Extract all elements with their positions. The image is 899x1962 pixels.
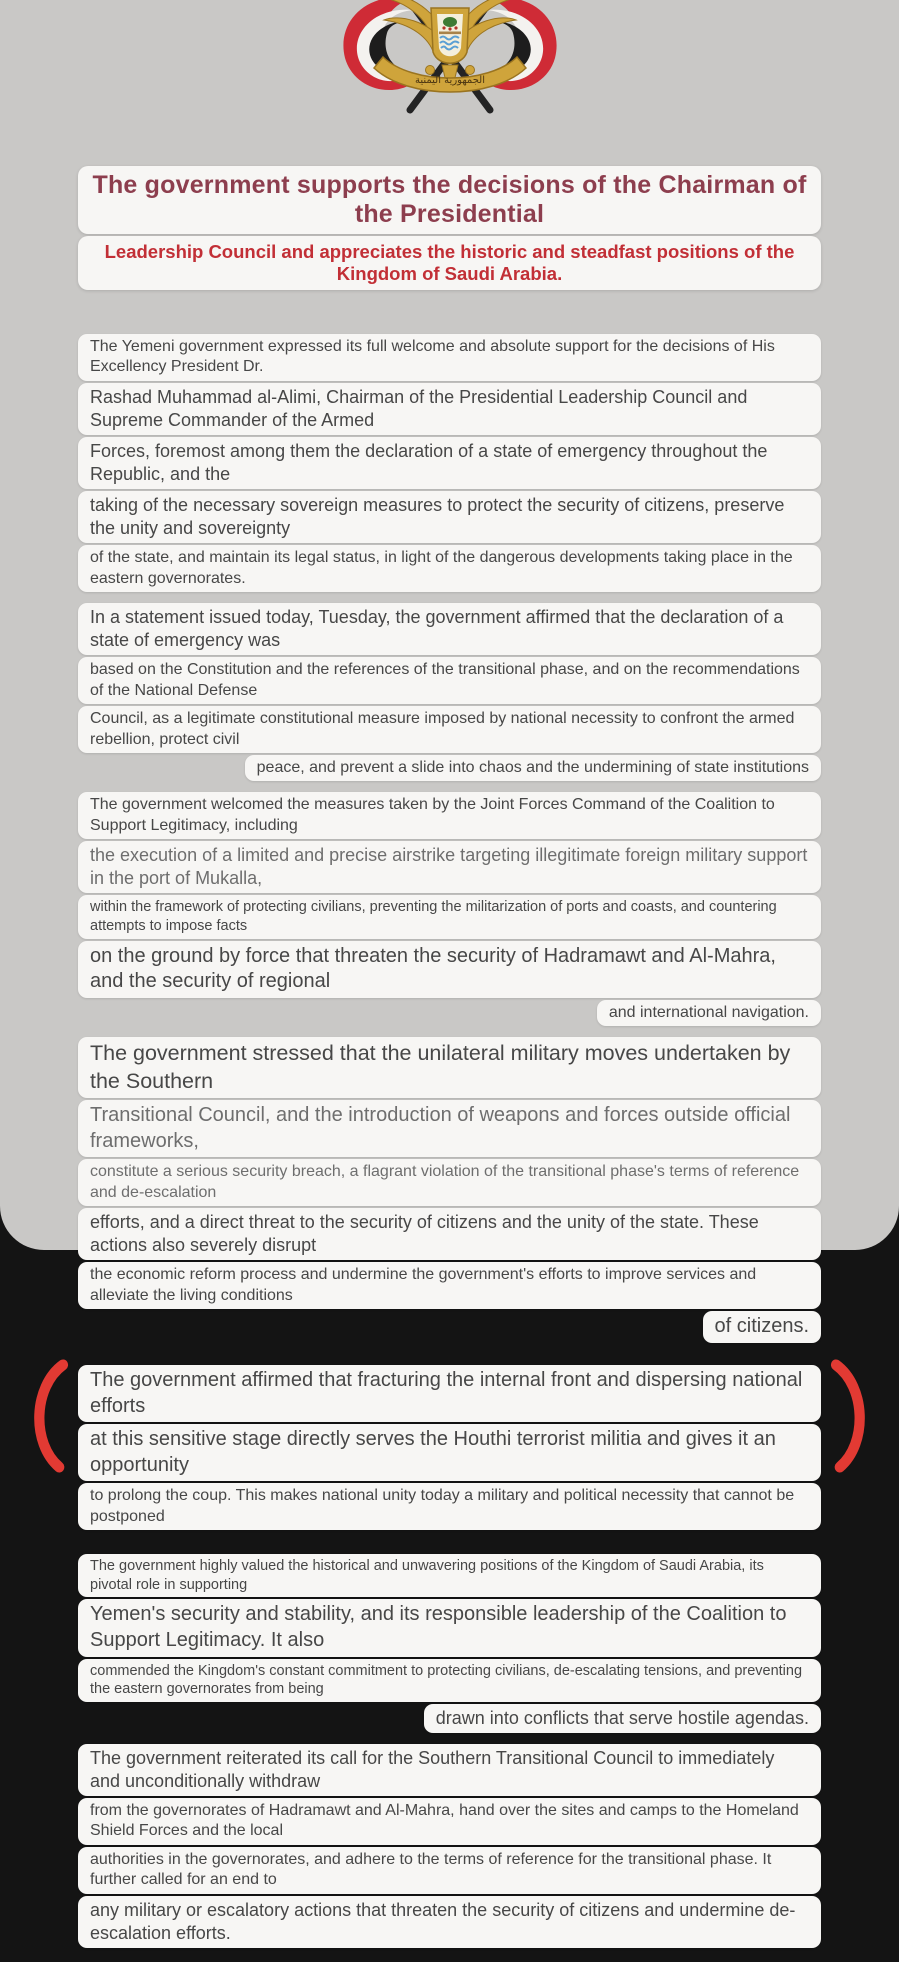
text-line: from the governorates of Hadramawt and Al-Mahra, hand over the sites and camps to the Homeland Shield Forces and the local [78,1798,821,1845]
scroll-banner-text: الجمهورية اليمنية [414,75,485,86]
text-line: any military or escalatory actions that threaten the security of citizens and undermine de-escalation efforts. [78,1896,821,1948]
text-line: constitute a serious security breach, a flagrant violation of the transitional phase's terms of reference and de-escalation [78,1159,821,1206]
text-line-row [78,1896,821,1948]
text-line: on the ground by force that threaten the security of Hadramawt and Al-Mahra, and the security of regional [78,941,821,998]
marib-dam [439,32,461,35]
text-line-row [78,1798,821,1845]
highlighted-paragraph [78,1365,821,1530]
title-line-2: Leadership Council and appreciates the historic and steadfast positions of the Kingdom of Saudi Arabia. [78,236,821,290]
text-line-row [78,1000,821,1026]
text-line-row [78,895,821,938]
text-line-row [78,792,821,839]
text-line: peace, and prevent a slide into chaos and the undermining of state institutions [245,755,821,781]
text-line: of the state, and maintain its legal status, in light of the dangerous developments taking place in the eastern governorates. [78,545,821,592]
text-line-row [78,1262,821,1309]
text-line: of citizens. [703,1311,821,1343]
text-line: the execution of a limited and precise airstrike targeting illegitimate foreign military support in the port of Mukalla, [78,841,821,893]
text-line: drawn into conflicts that serve hostile agendas. [424,1704,821,1733]
text-line-row [78,657,821,704]
text-line-row [78,1659,821,1702]
text-line-row [78,1365,821,1422]
text-line-row [78,706,821,753]
statement-title [78,166,821,290]
eagle-talon-left [425,66,434,75]
text-line: within the framework of protecting civilians, preventing the militarization of ports and coasts, and countering attempts to impose facts [78,895,821,938]
text-line: commended the Kingdom's constant commitment to protecting civilians, de-escalating tensions, and preventing the eastern governorates from being [78,1659,821,1702]
red-parenthesis-right-icon [823,1357,879,1475]
paragraph [78,792,821,1026]
yemen-emblem-icon [330,0,570,116]
red-parenthesis-left-icon [20,1357,76,1475]
text-line-row [78,1424,821,1481]
text-line-row [78,1554,821,1597]
text-line: The government reiterated its call for the Southern Transitional Council to immediately and unconditionally withdraw [78,1744,821,1796]
text-line: The government highly valued the historical and unwavering positions of the Kingdom of Saudi Arabia, its pivotal role in supporting [78,1554,821,1597]
text-line: and international navigation. [597,1000,821,1026]
text-line: The government welcomed the measures taken by the Joint Forces Command of the Coalition to Support Legitimacy, including [78,792,821,839]
text-line-row [78,1483,821,1530]
text-line-row [78,1599,821,1656]
paragraph [78,334,821,592]
text-line-row [78,1744,821,1796]
text-line: Council, as a legitimate constitutional measure imposed by national necessity to confront the armed rebellion, protect civil [78,706,821,753]
text-line: the economic reform process and undermine the government's efforts to improve services and alleviate the living conditions [78,1262,821,1309]
text-line-row [78,545,821,592]
text-line-row [78,755,821,781]
text-line: authorities in the governorates, and adhere to the terms of reference for the transitional phase. It further called for an end to [78,1847,821,1894]
text-line-row [78,334,821,381]
text-line-row [78,603,821,655]
text-line-row [78,383,821,435]
text-line-row [78,841,821,893]
text-line: Rashad Muhammad al-Alimi, Chairman of the Presidential Leadership Council and Supreme Commander of the Armed [78,383,821,435]
statement-content [78,166,821,1948]
paragraphs [78,334,821,1948]
text-line: Forces, foremost among them the declaration of a state of emergency throughout the Republic, and the [78,437,821,489]
text-line-row [78,1100,821,1157]
eagle-talon-right [465,66,474,75]
eagle-shield [431,8,469,63]
paragraph [78,1037,821,1343]
text-line-row [78,1704,821,1733]
text-line: taking of the necessary sovereign measures to protect the security of citizens, preserve the unity and sovereignty [78,491,821,543]
coffee-plant [443,17,457,27]
text-line-row [78,1208,821,1260]
paragraph [78,1554,821,1732]
text-line-row [78,1037,821,1098]
paragraph [78,1744,821,1948]
text-line: In a statement issued today, Tuesday, the government affirmed that the declaration of a state of emergency was [78,603,821,655]
title-line-1: The government supports the decisions of the Chairman of the Presidential [78,166,821,234]
text-line-row [78,437,821,489]
text-line-row [78,941,821,998]
national-emblem-of-yemen [330,0,570,102]
text-line: Transitional Council, and the introduction of weapons and forces outside official frameworks, [78,1100,821,1157]
text-line: at this sensitive stage directly serves the Houthi terrorist militia and gives it an opportunity [78,1424,821,1481]
paragraph [78,603,821,781]
text-line: based on the Constitution and the references of the transitional phase, and on the recommendations of the National Defense [78,657,821,704]
text-line-row [78,491,821,543]
text-line: The government stressed that the unilateral military moves undertaken by the Southern [78,1037,821,1098]
text-line-row [78,1159,821,1206]
text-line: The Yemeni government expressed its full welcome and absolute support for the decisions of His Excellency President Dr. [78,334,821,381]
text-line-row [78,1847,821,1894]
text-line: The government affirmed that fracturing the internal front and dispersing national efforts [78,1365,821,1422]
text-line: Yemen's security and stability, and its responsible leadership of the Coalition to Support Legitimacy. It also [78,1599,821,1656]
text-line-row [78,1311,821,1343]
text-line: efforts, and a direct threat to the security of citizens and the unity of the state. These actions also severely disrupt [78,1208,821,1260]
text-line: to prolong the coup. This makes national unity today a military and political necessity that cannot be postponed [78,1483,821,1530]
